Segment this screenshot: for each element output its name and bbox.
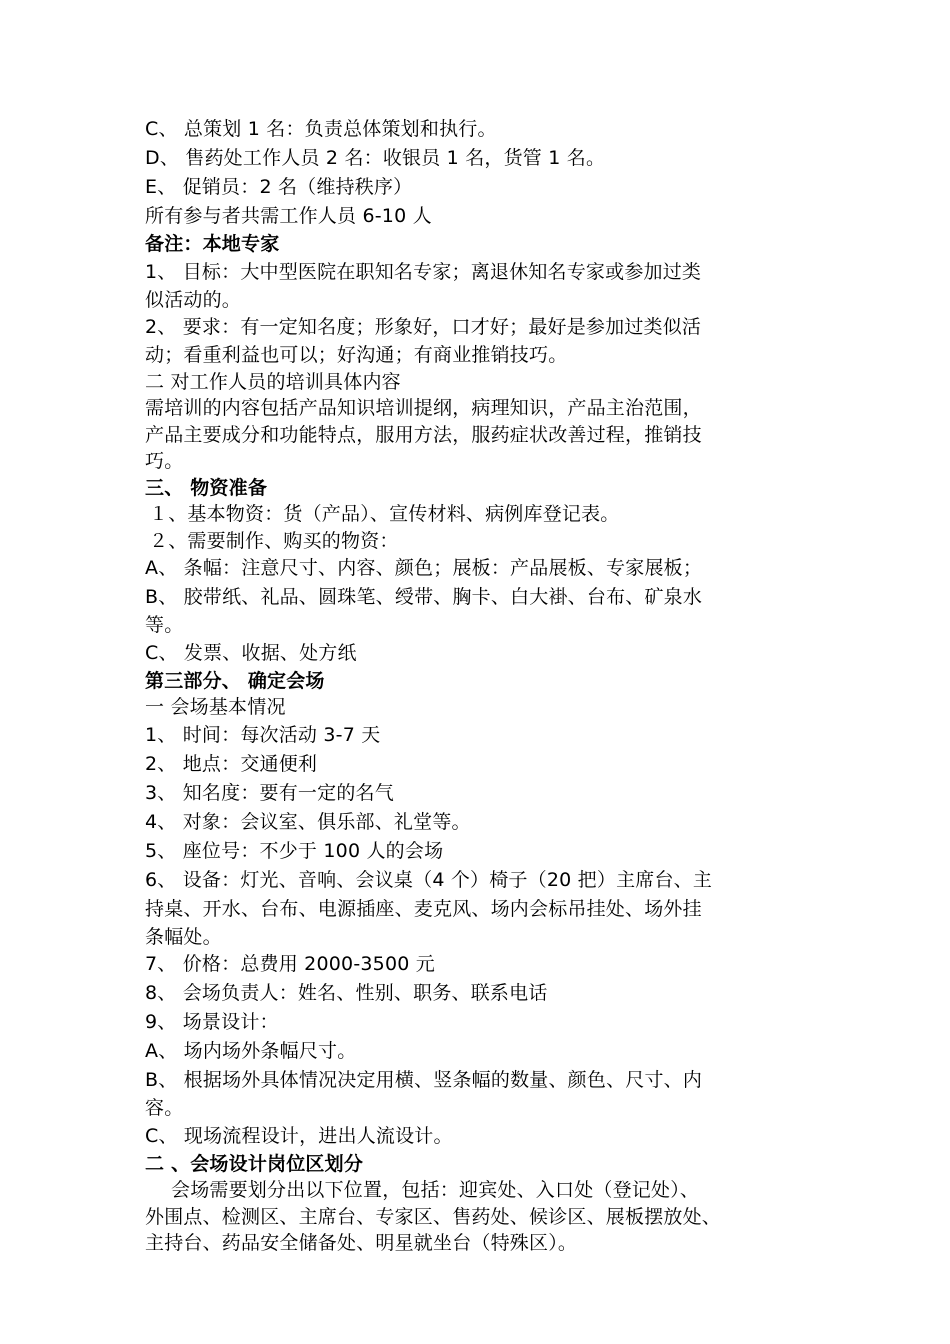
text-line: 持桌、开水、台布、电源插座、麦克风、场内会标吊挂处、场外挂 bbox=[145, 897, 702, 920]
text-line: 1、 时间：每次活动 3-7 天 bbox=[145, 723, 381, 746]
text-line: 三、 物资准备 bbox=[145, 476, 268, 499]
text-line: A、 条幅：注意尺寸、内容、颜色；展板：产品展板、专家展板； bbox=[145, 557, 703, 579]
text-line: 容。 bbox=[145, 1097, 184, 1119]
text-line: 主持台、药品安全储备处、明星就坐台（特殊区）。 bbox=[145, 1232, 578, 1254]
text-line: 第三部分、 确定会场 bbox=[145, 669, 325, 692]
text-line: 所有参与者共需工作人员 6-10 人 bbox=[145, 205, 432, 227]
text-line: 一 会场基本情况 bbox=[145, 696, 286, 718]
text-line: 2、 地点：交通便利 bbox=[145, 752, 318, 775]
text-line: １、基本物资：货（产品）、宣传材料、病例库登记表。 bbox=[149, 503, 620, 525]
text-line: 6、 设备：灯光、音响、会议桌（4 个）椅子（20 把）主席台、主 bbox=[145, 868, 713, 891]
text-line: 7、 价格：总费用 2000-3500 元 bbox=[145, 953, 435, 975]
text-line: C、 总策划 1 名：负责总体策划和执行。 bbox=[145, 118, 497, 140]
text-line: 二 、会场设计岗位区划分 bbox=[145, 1152, 364, 1175]
text-line: B、 根据场外具体情况决定用横、竖条幅的数量、颜色、尺寸、内 bbox=[145, 1069, 703, 1091]
text-line: 9、 场景设计： bbox=[145, 1011, 279, 1033]
text-line: B、 胶带纸、礼品、圆珠笔、绶带、胸卡、白大褂、台布、矿泉水 bbox=[145, 586, 703, 608]
text-line: C、 发票、收据、处方纸 bbox=[145, 641, 357, 664]
text-line: 2、 要求：有一定知名度；形象好，口才好；最好是参加过类似活 bbox=[145, 316, 702, 338]
text-line: 巧。 bbox=[145, 450, 184, 472]
text-line: 需培训的内容包括产品知识培训提纲，病理知识，产品主治范围， bbox=[145, 397, 702, 419]
text-line: 等。 bbox=[145, 614, 184, 636]
text-line: D、 售药处工作人员 2 名：收银员 1 名，货管 1 名。 bbox=[145, 147, 606, 169]
text-line: 动；看重利益也可以；好沟通；有商业推销技巧。 bbox=[145, 344, 568, 366]
text-line: 8、 会场负责人：姓名、性别、职务、联系电话 bbox=[145, 982, 548, 1004]
text-line: 似活动的。 bbox=[145, 288, 242, 311]
text-line: E、 促销员：2 名（维持秩序） bbox=[145, 176, 413, 198]
text-line: 5、 座位号：不少于 100 人的会场 bbox=[145, 839, 444, 862]
text-line: 1、 目标：大中型医院在职知名专家；离退休知名专家或参加过类 bbox=[145, 260, 702, 283]
text-line: C、 现场流程设计，进出人流设计。 bbox=[145, 1124, 453, 1147]
text-line: 会场需要划分出以下位置，包括：迎宾处、入口处（登记处）、 bbox=[171, 1179, 700, 1201]
text-line: 产品主要成分和功能特点，服用方法，服药症状改善过程，推销技 bbox=[145, 423, 702, 446]
text-line: 备注：本地专家 bbox=[145, 233, 280, 255]
text-line: 条幅处。 bbox=[145, 925, 222, 948]
text-line: A、 场内场外条幅尺寸。 bbox=[145, 1040, 357, 1062]
text-line: 二 对工作人员的培训具体内容 bbox=[145, 370, 401, 393]
document-body bbox=[145, 115, 825, 1257]
text-line: 外围点、检测区、主席台、专家区、售药处、候诊区、展板摆放处、 bbox=[145, 1205, 722, 1228]
text-line: 4、 对象：会议室、俱乐部、礼堂等。 bbox=[145, 810, 471, 833]
text-line: ２、需要制作、购买的物资： bbox=[149, 529, 399, 552]
text-line: 3、 知名度：要有一定的名气 bbox=[145, 781, 394, 804]
